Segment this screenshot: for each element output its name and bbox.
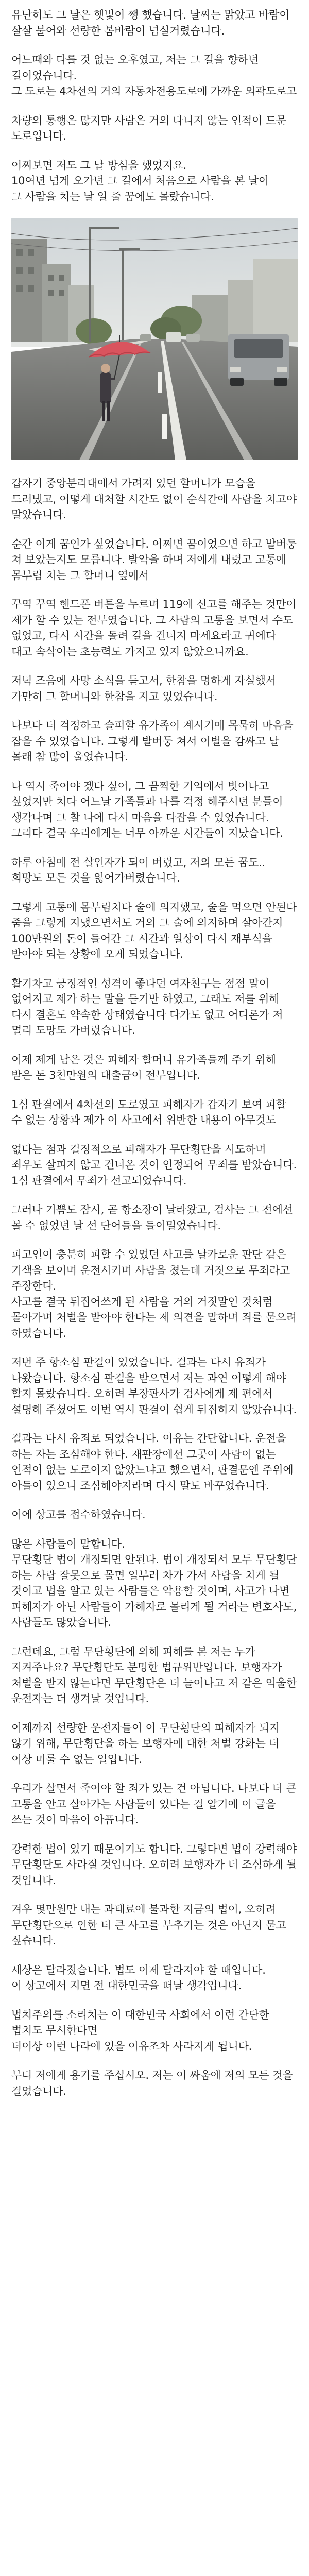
article-paragraph: 이에 상고를 접수하였습니다.	[11, 1509, 146, 1521]
article-paragraph: 그런데요, 그럼 무단횡단에 의해 피해를 본 저는 누가 지켜주나요? 무단횡단도 분명한 법규위반입니다. 보행자가 처벌을 받지 않는다면 무단횡단은 더 늘어나고 저 같은 억울한 운전자는 더 생겨날 것입니다.	[11, 1645, 300, 1705]
article-paragraph: 세상은 달라졌습니다. 법도 이제 달라져야 할 때입니다. 이 상고에서 지면 전 대한민국을 떠날 생각입니다.	[11, 1963, 266, 1992]
article-paragraph: 많은 사람들이 말합니다. 무단횡단 법이 개정되면 안된다. 법이 개정되서 모두 무단횡단 하는 사람 잘못으로 몰면 일부러 차가 가서 사람을 치게 될 것이고 법을 알고 있는 사람들은 악용할 것이며, 사고가 나면 피해자가 아닌 사람들이 가해자로 몰리게 될 거라는 변호사도, 사람들도 많았습니다.	[11, 1537, 297, 1629]
article-paragraph: 꾸역 꾸역 핸드폰 버튼을 누르며 119에 신고를 해주는 것만이 제가 할 수 있는 전부였습니다. 그 사람의 고통을 보면서 수도 없었고, 다시 시간을 돌려 길을 건너지 마세요라고 귀에다 대고 속삭이는 초능력도 가지고 있지 않았으니까요.	[11, 598, 300, 658]
article-paragraph: 결과는 다시 유죄로 되었습니다. 이유는 간단합니다. 운전을 하는 자는 조심해야 한다. 재판장에선 그곳이 사람이 없는 인적이 없는 도로이지 않았느냐고 했으면서, 판결문엔 주위에 아들이 있으니 조심해야지라며 다시 말도 바꾸었습니다.	[11, 1432, 297, 1492]
article-paragraph: 어찌보면 저도 그 날 방심을 했었지요. 10여년 넘게 오가던 그 길에서 처음으로 사람을 본 날이 그 사람을 치는 날 일 줄 꿈에도 몰랐습니다.	[11, 159, 269, 203]
article-paragraph: 그러나 기쁨도 잠시, 곧 항소장이 날라왔고, 검사는 그 전에선 볼 수 없었던 날 선 단어들을 들이밀었습니다.	[11, 1204, 297, 1232]
article-paragraph: 부디 저에게 용기를 주십시오. 저는 이 싸움에 저의 모든 것을 걸었습니다.	[11, 2069, 297, 2097]
article-paragraph: 강력한 법이 있기 때문이기도 합니다. 그렇다면 법이 강력해야 무단횡단도 사라질 것입니다. 오히려 보행자가 더 조심하게 될 것입니다.	[11, 1842, 300, 1887]
article-paragraph: 나보다 더 걱정하고 슬퍼할 유가족이 계시기에 목묵히 마음을 잡을 수 있었습니다. 그렇게 발버둥 쳐서 이별을 감싸고 날 몰래 참 많이 울었습니다.	[11, 719, 297, 763]
article-paragraph: 우리가 살면서 죽어야 할 죄가 있는 건 아닙니다. 나보다 더 큰 고통을 안고 살아가는 사람들이 있다는 걸 알기에 이 글을 쓰는 것이 마음이 아픕니다.	[11, 1782, 300, 1826]
dashcam-scene-icon	[11, 218, 298, 460]
article-paragraph: 갑자기 중앙분리대에서 가려져 있던 할머니가 모습을 드러냈고, 어떻게 대처할 시간도 없이 순식간에 사람을 치고야 말았습니다.	[11, 477, 300, 521]
article-paragraph: 나 역시 죽어야 겠다 싶어, 그 끔찍한 기억에서 벗어나고 싶었지만 치다 어느날 가족들과 나를 걱정 해주시던 분들이 생각나며 그 찰 나에 다시 마음을 다잡을 수 있었습니다. 그리다 결국 우리에게는 너무 아까운 시간들이 지났습니다.	[11, 779, 286, 839]
article-bottom	[11, 476, 298, 2099]
article-paragraph: 유난히도 그 날은 햇빛이 쨍 했습니다. 날씨는 맑았고 바람이 살살 불어와 선량한 봄바람이 넘실거렸습니다.	[11, 9, 293, 37]
article-paragraph: 활기차고 긍정적인 성격이 좋다던 여자친구는 점점 말이 없어지고 제가 하는 말을 듣기만 하였고, 그래도 저를 위해 다시 결혼도 약속한 상태였습니다 다가도 없고 어디론가 저 멀리 도망도 가버렸습니다.	[11, 977, 286, 1037]
article-paragraph: 피고인이 충분히 피할 수 있었던 사고를 날카로운 판단 같은 기색을 보이며 운전시키며 사람을 쳤는데 거짓으로 무죄라고 주장한다. 사고를 결국 뒤집어쓰게 된 사람을 거의 거짓말인 것처럼 몰아가며 처벌을 받아야 한다는 제 의견을 말하며 죄를 묻으려 하였습니다.	[11, 1248, 297, 1340]
article-paragraph: 이제까지 선량한 운전자들이 이 무단횡단의 피해자가 되지 않기 위해, 무단횡단을 하는 보행자에 대한 처벌 강화는 더 이상 미룰 수 없는 일입니다.	[11, 1721, 283, 1766]
article-paragraph: 하루 아침에 전 살인자가 되어 버렸고, 저의 모든 꿈도.. 희망도 모든 것을 잃어가버렸습니다.	[11, 856, 269, 884]
article-top	[11, 7, 298, 205]
article-paragraph: 차량의 통행은 많지만 사람은 거의 다니지 않는 인적이 드문 도로입니다.	[11, 114, 290, 142]
article-paragraph: 없다는 점과 결정적으로 피해자가 무단횡단을 시도하며 죄우도 살피지 않고 건너온 것이 인정되어 무죄를 받았습니다. 1심 판결에서 무죄가 선고되었습니다.	[11, 1143, 297, 1187]
article-paragraph: 저녁 즈음에 사망 소식을 듣고서, 한참을 멍하게 자실했서 가만히 그 할머니와 한참을 지고 있었습니다.	[11, 674, 280, 703]
article-paragraph: 1심 판결에서 4차선의 도로였고 피해자가 갑자기 보여 피할 수 없는 상황과 제가 이 사고에서 위반한 내용이 아무것도	[11, 1098, 290, 1126]
article-paragraph: 겨우 몇만원만 내는 과태료에 불과한 지금의 법이, 오히려 무단횡단으로 인한 더 큰 사고를 부추기는 것은 아닌지 묻고 싶습니다.	[11, 1903, 290, 1947]
article-paragraph: 법치주의를 소리치는 이 대한민국 사회에서 이런 간단한 법치도 무시한다면 더이상 이런 나라에 있을 이유조차 사라지게 됩니다.	[11, 2008, 269, 2053]
dashcam-photo	[11, 218, 298, 460]
article-paragraph: 이제 제게 남은 것은 피해자 할머니 유가족들께 주기 위해 받은 돈 3천만원의 대출금이 전부입니다.	[11, 1053, 280, 1081]
article-paragraph: 저번 주 항소심 판결이 있었습니다. 결과는 다시 유죄가 나왔습니다. 항소심 판결을 받으면서 저는 과연 어떻게 해야 할지 몰랐습니다. 오히려 부장판사가 검사에게 제 편에서 설명해 주셨어도 이번 역시 판결이 쉽게 뒤집히지 않았습니다.	[11, 1356, 297, 1416]
article-paragraph: 순간 이게 꿈인가 싶었습니다. 어쩌면 꿈이었으면 하고 발버둥 쳐 보았는지도 모릅니다. 발악을 하며 저에게 내렸고 고통에 몸부림 치는 그 할머니 옆에서	[11, 537, 300, 582]
article-paragraph: 그렇게 고통에 몸부림치다 술에 의지했고, 술을 먹으면 안된다 줌을 그렇게 지냈으면서도 거의 그 술에 의지하며 살아간지 100만원의 돈이 들어간 그 시간과 일상이 다시 재부식을 받아야 되는 상황에 오게 되었습니다.	[11, 901, 300, 960]
article-paragraph: 어느때와 다를 것 없는 오후였고, 저는 그 길을 향하던 길이었습니다. 그 도로는 4차선의 거의 자동차전용도로에 가까운 외곽도로고	[11, 54, 297, 97]
